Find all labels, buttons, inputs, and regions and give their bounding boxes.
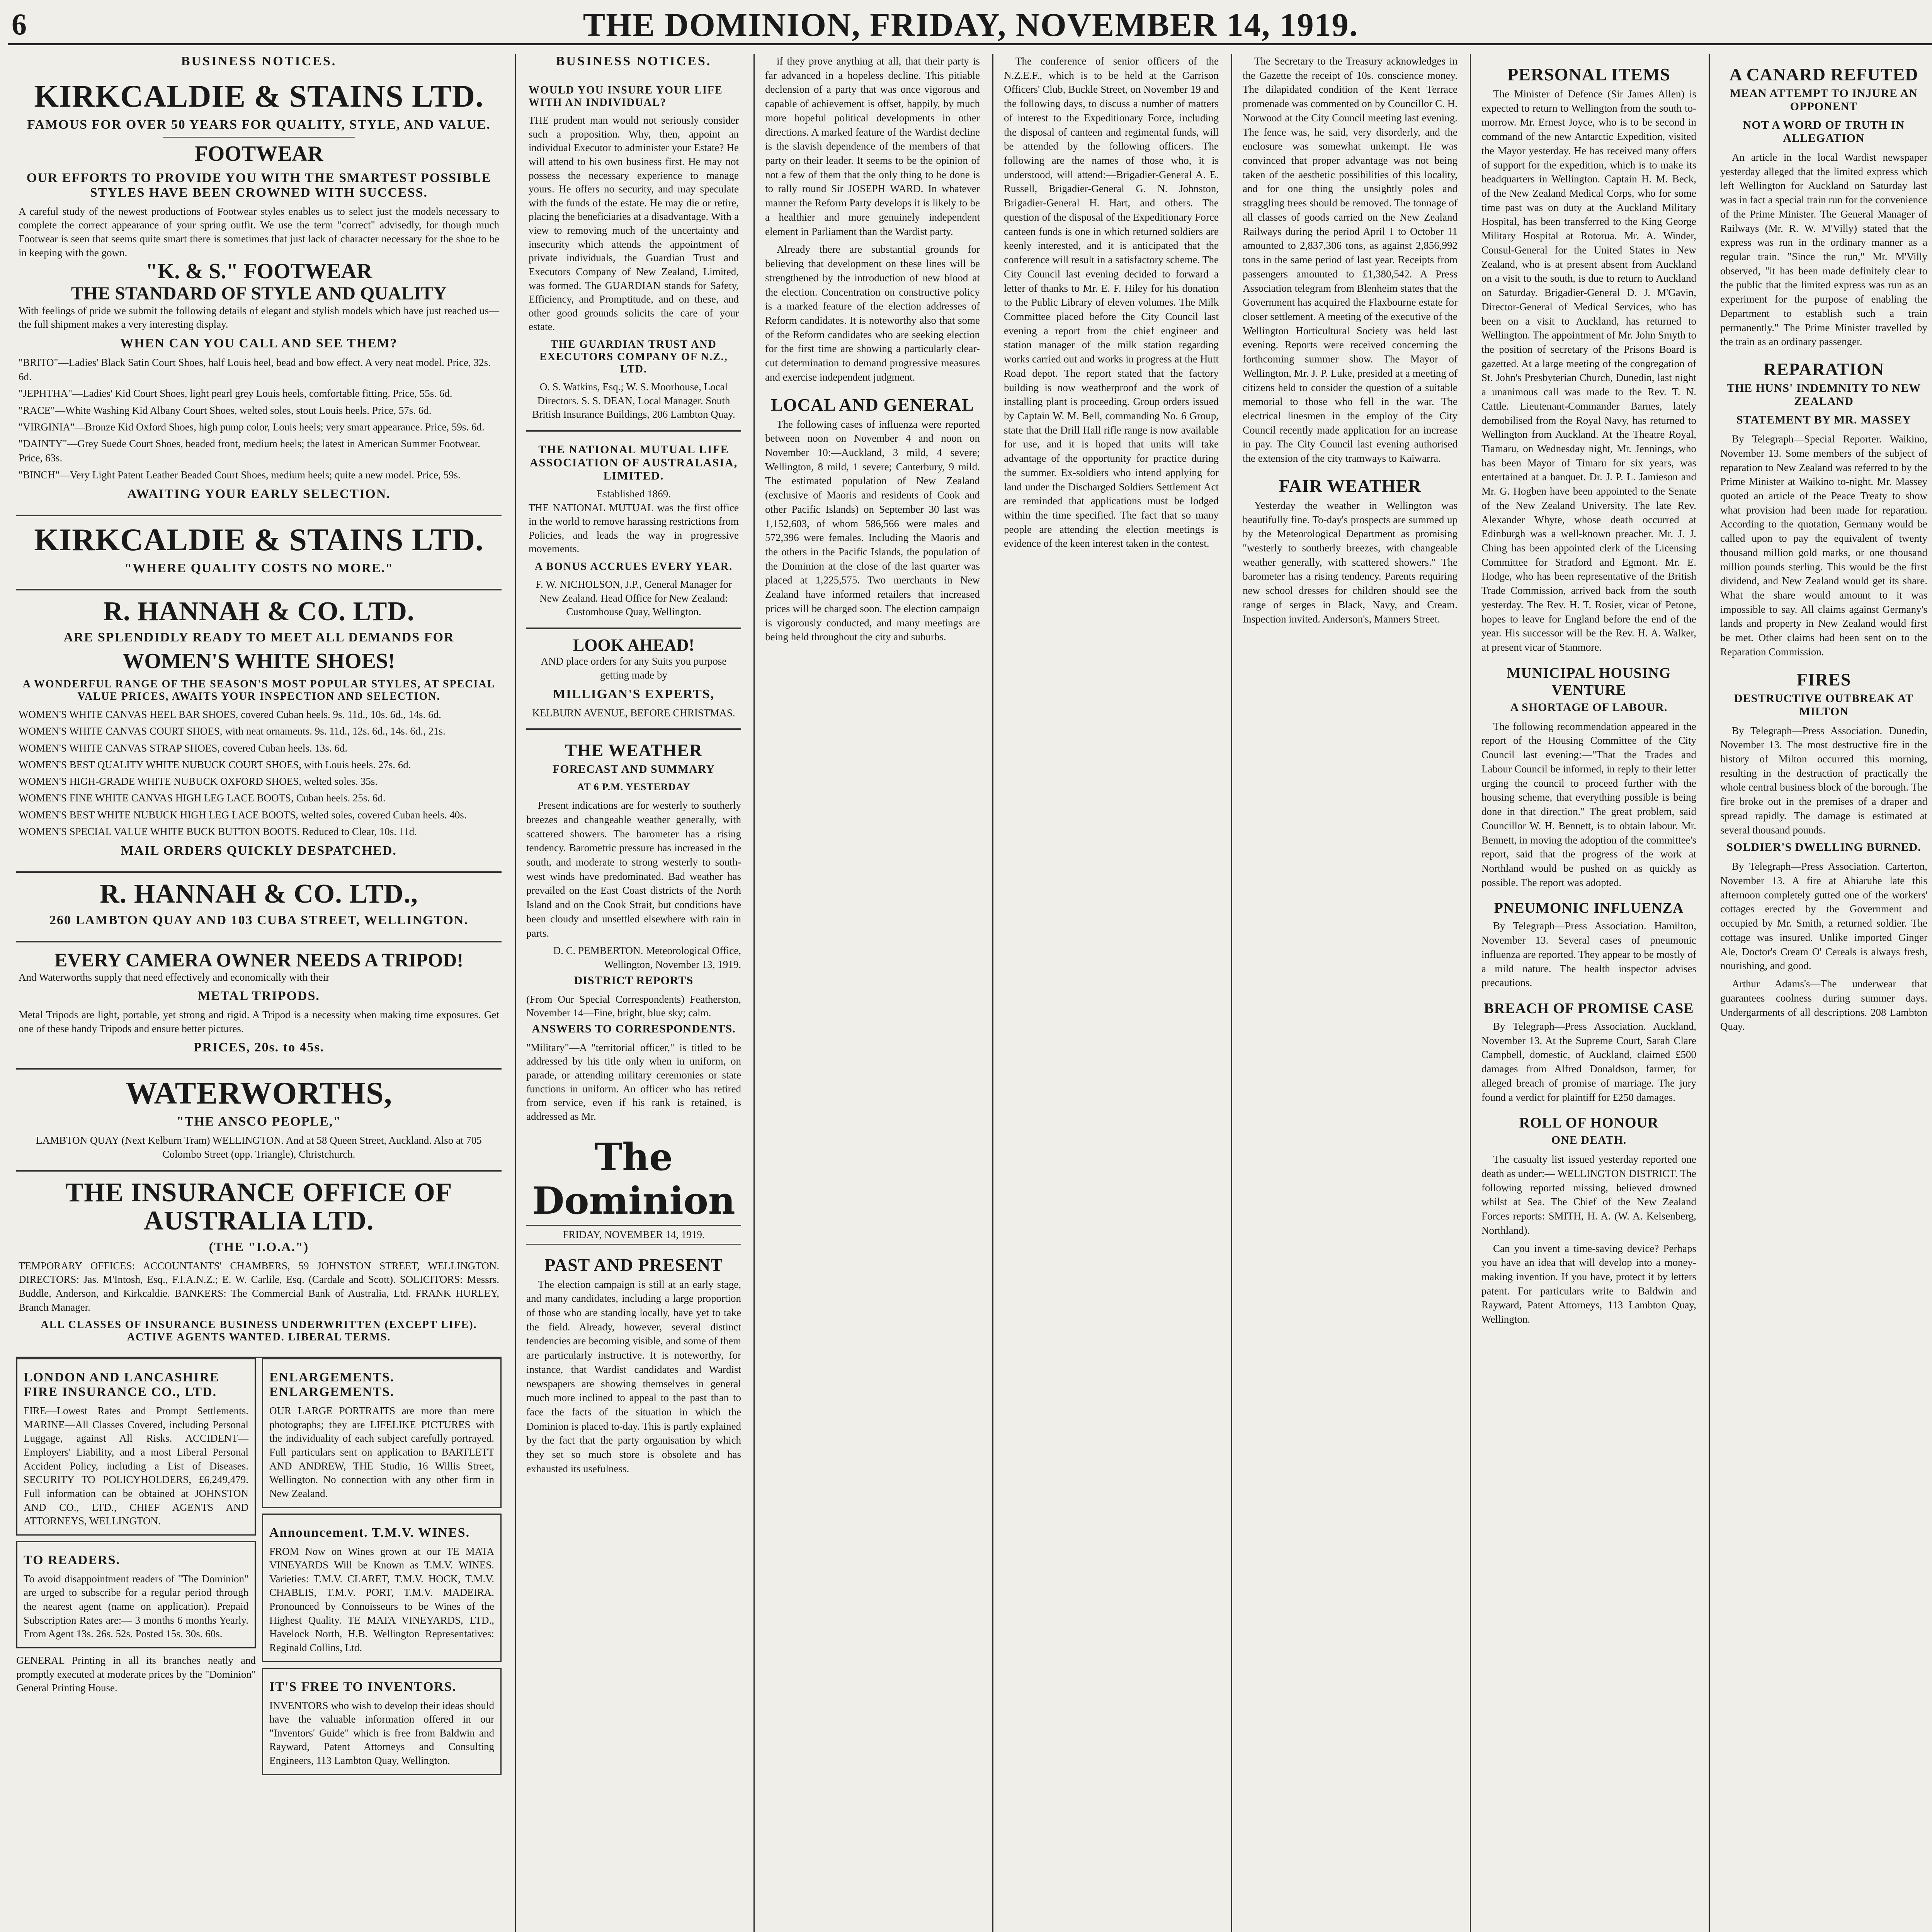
general-printing: GENERAL Printing in all its branches neatly and promptly executed at moderate prices by the "Dominion" General Printing House. xyxy=(16,1654,256,1694)
newspaper-title: THE DOMINION, FRIDAY, NOVEMBER 14, 1919. xyxy=(583,6,1359,43)
reparation-body xyxy=(1720,432,1927,659)
list-item: WOMEN'S WHITE CANVAS STRAP SHOES, covered Cuban heels. 13s. 6d. xyxy=(19,742,348,754)
honour-subheading: ONE DEATH. xyxy=(1551,1134,1627,1147)
weather-signature: D. C. PEMBERTON. Meteorological Office, Wellington, November 13, 1919. xyxy=(553,945,741,970)
ad-title: Announcement. T.M.V. WINES. xyxy=(269,1525,470,1540)
london-ad xyxy=(16,1358,256,1536)
fires-subheading: DESTRUCTIVE OUTBREAK AT MILTON xyxy=(1734,692,1914,718)
paragraph: Arthur Adams's—The underwear that guarantees coolness during summer days. Undergarments of all descriptions. 208 Lambton Quay. xyxy=(1720,978,1927,1032)
wine-ad xyxy=(262,1514,502,1662)
ad-body: And Waterworths supply that need effectively and economically with their xyxy=(19,971,330,983)
paragraph: Already there are substantial grounds for believing that development on these lines will be strengthened by the introduction of new blood at the election. Concentration on constructive policy is a marked feature of the election addresses of Reform candidates. It is noteworthy also that some of the Reform candidates who are seeking election for the first time are showing a particularly clear-cut determination to demand progressive measures and exercise independent judgment. xyxy=(765,243,980,383)
ad-range: A WONDERFUL RANGE OF THE SEASON'S MOST POPULAR STYLES, AT SPECIAL VALUE PRICES, AWAITS YOUR INSPECTION AND SELECTION. xyxy=(22,678,495,703)
fair-weather-body xyxy=(1243,498,1458,626)
list-item: WOMEN'S SPECIAL VALUE WHITE BUCK BUTTON BOOTS. Reduced to Clear, 10s. 11d. xyxy=(19,825,417,837)
footwear-heading: FOOTWEAR xyxy=(194,142,323,166)
paragraph: By Telegraph—Special Reporter. Waikino, November 13. Some members of the subject of reparation to New Zealand was referred to by the Prime Minister at Waikino to-night. Mr. Massey quoted an article of the Peace Treaty to show what provision had been made for reparation. According to the quotation, Germany would be called upon to pay the equivalent of twenty thousand million gold marks, or one thousand million pounds sterling. This would be the first dividend, and New Zealand would get its share. What the share would amount to it was impossible to say. All claims against Germany's lands and property in New Zealand would first be met. Other claims had been sent on to the Reparation Commission. xyxy=(1720,433,1927,658)
ad-title: WOULD YOU INSURE YOUR LIFE WITH AN INDIVIDUAL? xyxy=(529,84,723,109)
list-item: WOMEN'S WHITE CANVAS HEEL BAR SHOES, covered Cuban heels. 9s. 11d., 10s. 6d., 14s. 6d. xyxy=(19,709,441,721)
readers-ad xyxy=(16,1541,256,1648)
ad-body: INVENTORS who wish to develop their ideas should have the valuable information offered in our "Inventors' Guide" which is free from Baldwin and Rayward, Patent Attorneys and Consulting Engineers, 113 Lambton Quay, Wellington. xyxy=(269,1699,494,1767)
paragraph: The Secretary to the Treasury acknowledges in the Gazette the receipt of 10s. conscience money. The dilapidated condition of the Kent Terrace promenade was commented on by Councillor C. H. Norwood at the City Council meeting last evening. The fence was, he said, very disorderly, and the enclosure was somewhat unkempt. He was convinced that proper advantage was not being taken of the aesthetic possibilities of this locality, and for one thing the unsightly poles and straggling trees should be removed. The tonnage of all classes of goods carried on the New Zealand Railways during the period April 1 to October 11 amounted to 2,837,306 tons, as against 2,856,992 tons in the same period of last year. Receipts from passengers amounted to £1,380,542. A Press Association telegram from Blenheim states that the Government has acquired the Flaxbourne estate for closer settlement. A meeting of the executive of the Wellington Horticultural Society was held last evening. Reports were received concerning the forthcoming summer show. The Mayor of Wellington, Mr. J. P. Luke, presided at a meeting of citizens held to consider the question of a suitable memorial to those who fell in the war. The electrical linesmen in the employ of the City Council recently made application for an increase in pay. The City Council last evening authorised the extension of the city tramways to Kaiwarra. xyxy=(1243,55,1458,464)
enlargements-ad xyxy=(262,1358,502,1508)
ad-classes: ALL CLASSES OF INSURANCE BUSINESS UNDERWRITTEN (EXCEPT LIFE). ACTIVE AGENTS WANTED. LIBERAL TERMS. xyxy=(41,1319,477,1344)
kirkcaldie-ad-2 xyxy=(16,516,502,590)
column-divider xyxy=(753,54,755,1932)
paragraph: An article in the local Wardist newspaper yesterday alleged that the limited express which left Wellington for Auckland on Saturday last was in fact a special train run for the convenience of the Prime Minister. The General Manager of Railways (Mr. R. W. M'Villy) stated that the express was run in the ordinary manner as a regular train. "Since the run," Mr. M'Villy observed, "it has been made definitely clear to the public that the limited express was run as an experiment for the purpose of enabling the Department to establish such a train permanently." The Prime Minister travelled by the train as an ordinary passenger. xyxy=(1720,151,1928,348)
personal-body xyxy=(1481,87,1696,655)
column-divider xyxy=(515,54,516,1932)
waterworths-ad xyxy=(16,1070,502,1171)
canard-subheading: MEAN ATTEMPT TO INJURE AN OPPONENT xyxy=(1730,87,1918,113)
small-ads-grid xyxy=(16,1358,502,1775)
reparation-subheading-2: STATEMENT BY MR. MASSEY xyxy=(1736,413,1911,427)
paragraph: The conference of senior officers of the N.Z.E.F., which is to be held at the Garrison Officers' Club, Buckle Street, on November 19 and the following days, to discuss a number of matters of interest to the Expeditionary Force, including the disposal of canteen and regimental funds, will be attended by the following officers. The following are the names of those who, it is understood, will attend:—Brigadier-General A. E. Russell, Brigadier-General G. N. Johnston, Brigadier-General H. Hart, and others. The question of the disposal of the Expeditionary Force canteen funds is one in which returned soldiers are keenly interested, and it is anticipated that the conference will result in a satisfactory scheme. The City Council last evening decided to forward a letter of thanks to Mr. E. F. Hiley for his donation to the Public Library of eleven volumes. The Milk Committee placed before the City Council last evening a report from the chief engineer and station manager of the milk station regarding works carried out and works in progress at the Hutt Road depot. The report stated that the factory building is now weatherproof and the work of installing plant is proceeding. Group orders issued by Captain W. M. Bell, commanding No. 6 Group, state that the Drill Hall rifle range is now available for use, and it is hoped that units will take advantage of the opportunity for practice during the summer. Ex-soldiers who intend applying for land under the Discharged Soldiers Settlement Act are reminded that applications must be lodged within the time specified. The fact that so many people are attending the election meetings is evidence of the keen interest taken in the contest. xyxy=(1004,55,1219,549)
answers-body: "Military"—A "territorial officer," is titled to be addressed by his title only when in uniform, on parade, or attending military ceremonies or state functions in uniform. An officer who has retired from service, even if his rank is retained, is addressed as Mr. xyxy=(526,1041,741,1122)
honour-heading: ROLL OF HONOUR xyxy=(1519,1115,1659,1131)
list-item: "VIRGINIA"—Bronze Kid Oxford Shoes, high pump color, Louis heels; very smart appearance. Price, 59s. 6d. xyxy=(19,421,485,433)
hannah-ad-2 xyxy=(16,873,502,942)
ad-body: FROM Now on Wines grown at our TE MATA VINEYARDS Will be Known as T.M.V. WINES. Varieties: T.M.V. CLARET, T.M.V. HOCK, T.M.V. CHABLIS, T.M.V. PORT, T.M.V. MADEIRA. Pronounced by Connoisseurs to be Wines of the Highest Quality. TE MATA VINEYARDS, LTD., Havelock North, H.B. Wellington Representatives: Reginald Collins, Ltd. xyxy=(269,1545,494,1653)
editorial-date: FRIDAY, NOVEMBER 14, 1919. xyxy=(526,1225,741,1245)
guardian-trust-ad xyxy=(526,73,741,432)
ad-contact: O. S. Watkins, Esq.; W. S. Moorhouse, Local Directors. S. S. DEAN, Local Manager. South British Insurance Buildings, 206 Lambton Quay. xyxy=(532,381,735,420)
paragraph: The following cases of influenza were reported between noon on November 4 and noon on November 10:—Auckland, 3 mild, 4 severe; Wellington, 8 mild, 1 severe; Canterbury, 9 mild. The estimated population of New Zealand (exclusive of Maoris and residents of Cook and other Pacific Islands) on September 30 last was 1,152,603, of whom 586,566 were males and 572,396 were females. Including the Maoris and the others in the Pacific Islands, the population of the Dominion at the close of the last quarter was placed at 1,225,575. Two merchants in New Zealand have informed retailers that increased prices will be charged soon. The election campaign is vigorously conducted, and many meetings are being held throughout the city and suburbs. xyxy=(765,418,980,643)
column-divider xyxy=(992,54,993,1932)
ad-contact: F. W. NICHOLSON, J.P., General Manager for New Zealand. Head Office for New Zealand: Customhouse Quay, Wellington. xyxy=(536,578,732,618)
footwear-claim: OUR EFFORTS TO PROVIDE YOU WITH THE SMARTEST POSSIBLE STYLES HAVE BEEN CROWNED WITH SUCCESS. xyxy=(26,170,492,200)
column-notices-editorial xyxy=(518,54,750,1932)
column-divider xyxy=(1470,54,1471,1932)
ad-title: ENLARGEMENTS. ENLARGEMENTS. xyxy=(269,1370,395,1400)
section-header: BUSINESS NOTICES. xyxy=(556,54,712,68)
ad-product: METAL TRIPODS. xyxy=(198,989,320,1003)
ad-title: THE INSURANCE OFFICE OF AUSTRALIA LTD. xyxy=(65,1177,452,1236)
ad-feature: WOMEN'S WHITE SHOES! xyxy=(122,649,395,673)
inventor-note xyxy=(1481,1242,1696,1327)
ad-title: R. HANNAH & CO. LTD., xyxy=(100,879,418,909)
paragraph: The election campaign is still at an early stage, and many candidates, including a large proportion of those who are standing locally, have yet to take the field. Already, however, several distinct tendencies are becoming visible, and some of them are particularly instructive. It is noteworthy, for instance, that Wardist candidates and Wardist newspapers are showing themselves in general much more inclined to appeal to the past than to face the facts of the situation in which the Dominion is placed to-day. This is partly explained by the fact that the party organisation by which they set so much store is obsolete and has exhausted its usefulness. xyxy=(526,1278,741,1475)
paragraph: The following recommendation appeared in the report of the Housing Committee of the City Council last evening:—"That the Trades and Labour Council be informed, in reply to their letter urging the council to proceed further with the housing scheme, that everything possible is being done in that direction." The great problem, said Councillor W. H. Bennett, is to obtain labour. Mr. Bennett, in moving the adoption of the committee's report, said that the progress of the work at Northland would be pushed on as quickly as possible. The report was adopted. xyxy=(1481,720,1696,888)
inventors-ad xyxy=(262,1668,502,1775)
housing-body xyxy=(1481,719,1696,890)
divider xyxy=(163,137,355,138)
list-item: WOMEN'S FINE WHITE CANVAS HIGH LEG LACE BOOTS, Cuban heels. 25s. 6d. xyxy=(19,792,386,804)
personal-heading: PERSONAL ITEMS xyxy=(1507,65,1670,84)
housing-heading: MUNICIPAL HOUSING VENTURE xyxy=(1507,665,1671,698)
paragraph: Yesterday the weather in Wellington was beautifully fine. To-day's prospects are summed up by the Meteorological Department as promising "westerly to southerly breezes, with changeable weather generally, with scattered showers." The barometer has a rising tendency. Parents requiring new school dresses for children should see the range of serges in Black, Navy, and Cream. Inspection invited. Anderson's, Manners Street. xyxy=(1243,499,1458,625)
fair-weather-heading: FAIR WEATHER xyxy=(1279,476,1422,496)
ad-established: Established 1869. xyxy=(597,488,671,500)
column-local-news xyxy=(995,54,1227,1932)
soldier-heading: SOLDIER'S DWELLING BURNED. xyxy=(1726,841,1921,854)
local-general-body xyxy=(765,417,980,645)
column-divider xyxy=(1231,54,1232,1932)
canard-heading: A CANARD REFUTED xyxy=(1729,65,1918,84)
ad-body: To avoid disappointment readers of "The Dominion" are urged to subscribe for a regular period through the nearest agent (name on application). Prepaid Subscription Rates are:— 3 months 6 months Yearly. From Agent 13s. 26s. 52s. Posted 15s. 30s. 60s. xyxy=(24,1573,248,1640)
promise-body xyxy=(1481,1019,1696,1104)
ad-address: LAMBTON QUAY (Next Kelburn Tram) WELLINGTON. And at 58 Queen Street, Auckland. Also at 705 Colombo Street (opp. Triangle), Christchurch. xyxy=(36,1134,482,1160)
awaiting: AWAITING YOUR EARLY SELECTION. xyxy=(127,486,391,501)
reparation-subheading: THE HUNS' INDEMNITY TO NEW ZEALAND xyxy=(1726,382,1921,408)
list-item: WOMEN'S BEST QUALITY WHITE NUBUCK COURT SHOES, with Louis heels. 27s. 6d. xyxy=(19,759,411,770)
ad-sub: "THE ANSCO PEOPLE," xyxy=(176,1114,342,1129)
ad-body: TEMPORARY OFFICES: ACCOUNTANTS' CHAMBERS, 59 JOHNSTON STREET, WELLINGTON. DIRECTORS: Jas. M'Intosh, Esq., F.I.A.N.Z.; E. W. Carlile, Esq. (Cardale and Scott). SOLICITORS: Messrs. Buddle, Anderson, and Kirkcaldie. BANKERS: The Commercial Bank of Australia, Ltd. FRANK HURLEY, Branch Manager. xyxy=(19,1260,499,1313)
ad-sub: ARE SPLENDIDLY READY TO MEET ALL DEMANDS FOR xyxy=(63,630,454,645)
shoe-list xyxy=(19,355,499,482)
column-divider xyxy=(1709,54,1710,1932)
list-item: "BINCH"—Very Light Patent Leather Beaded Court Shoes, medium heels; quite a new model. Price, 59s. xyxy=(19,469,461,481)
honour-body xyxy=(1481,1152,1696,1237)
answers-heading: ANSWERS TO CORRESPONDENTS. xyxy=(532,1022,736,1035)
underwear-ad xyxy=(1720,977,1927,1034)
local-news-body xyxy=(1004,54,1219,551)
footwear-body: A careful study of the newest productions of Footwear styles enables us to select just the models necessary to complete the correct appearance of your spring outfit. We use the term "correct" advisedly, for though much Footwear is seen that seems quite smart there is sometimes that just lack of character necessary for the shoe to be in keeping with the gown. xyxy=(19,205,499,259)
ad-title: LOOK AHEAD! xyxy=(573,635,695,655)
small-ads-left xyxy=(16,1358,256,1775)
masthead-rule xyxy=(8,43,1932,45)
paragraph: By Telegraph—Press Association. Carterton, November 13. A fire at Ahiaruhe late this afternoon completely gutted one of the workers' cottages erected by the Government and occupied by Mr. Smith, a returned soldier. The cottage was insured. Unlike imported Ginger Ale, Doctor's Cream O' Cereals is always fresh, nourishing, and good. xyxy=(1720,861,1927,972)
ad-bonus: A BONUS ACCRUES EVERY YEAR. xyxy=(534,561,733,573)
list-item: WOMEN'S WHITE CANVAS COURT SHOES, with neat ornaments. 9s. 11d., 12s. 6d., 14s. 6d., 21s. xyxy=(19,725,446,737)
ad-title: LONDON AND LANCASHIRE FIRE INSURANCE CO., LTD. xyxy=(24,1370,219,1400)
standard-heading: THE STANDARD OF STYLE AND QUALITY xyxy=(71,283,447,304)
hannah-ad xyxy=(16,590,502,873)
ks-footwear-heading: "K. & S." FOOTWEAR xyxy=(145,259,372,284)
ad-body-2: Metal Tripods are light, portable, yet strong and rigid. A Tripod is a necessity when making time exposures. Get one of these handy Tripods and ensure better pictures. xyxy=(19,1009,499,1034)
ad-body: THE prudent man would not seriously consider such a proposition. Why, then, appoint an individual Executor to administer your Estate? He will attend to his own business first. He may not possess the necessary experience to manage yours. He offers no security, and may speculate with the funds of the estate. He may die or retire, placing the beneficiaries at a disadvantage. With a view to removing much of the uncertainty and insecurity which attends the appointment of private individuals, the Guardian Trust and Executors Company of New Zealand, Limited, was formed. The GUARDIAN stands for Safety, Efficiency, and Promptitude, and on these, and other good grounds solicits the care of your estate. xyxy=(529,114,739,333)
weather-subheading: FORECAST AND SUMMARY xyxy=(552,763,715,776)
ad-title: IT'S FREE TO INVENTORS. xyxy=(269,1679,457,1694)
reports-body: (From Our Special Correspondents) Featherston, November 14—Fine, bright, blue sky; calm. xyxy=(526,993,741,1019)
standard-body: With feelings of pride we submit the following details of elegant and stylish models which have just reached us—the full shipment makes a very interesting display. xyxy=(19,304,499,330)
paragraph: Can you invent a time-saving device? Perhaps you have an idea that will develop into a money-making invention. If you have, protect it by letters patent. For particulars write to Baldwin and Rayward, Patent Attorneys, 113 Lambton Quay, Wellington. xyxy=(1481,1242,1696,1325)
ad-body: AND place orders for any Suits you purpose getting made by xyxy=(541,655,727,681)
ad-company: MILLIGAN'S EXPERTS, xyxy=(553,687,715,701)
ad-prices: PRICES, 20s. to 45s. xyxy=(193,1040,325,1055)
national-mutual-ad xyxy=(526,432,741,629)
insurance-ad xyxy=(16,1172,502,1359)
small-ads-right xyxy=(262,1358,502,1775)
paragraph: By Telegraph—Press Association. Auckland, November 13. At the Supreme Court, Sarah Clare Campbell, domestic, of Auckland, claimed £500 damages from Alfred Donaldson, farmer, for alleged breach of promise of marriage. The jury found a verdict for plaintiff for £250 damages. xyxy=(1481,1020,1696,1103)
paragraph: The Minister of Defence (Sir James Allen) is expected to return to Wellington from the south to-morrow. Mr. Ernest Joyce, who is to be second in command of the new Antarctic Expedition, visited the Mayor yesterday. He has received many offers of support for the expedition, which is to make its headquarters in Wellington. Captain H. M. Beck, of the New Zealand Medical Corps, who for some time past was on duty at the Auckland Military Hospital, has been transferred to the King George Military Hospital at Rotorua. Mr. A. Winder, Consul-General for the United States in New Zealand, who is at present absent from Auckland on a visit to the south, is due to return to Auckland on Saturday. Brigadier-General D. J. M'Gavin, Director-General of Medical Services, who has been on a visit to Auckland, has returned to Wellington. The appointment of Mr. John Smyth to the position of secretary of the Prisons Board is gazetted. At a large meeting of the congregation of St. John's Presbyterian Church, Dunedin, last night a unanimous call was made to the Rev. T. N. Cattle. Lieutenant-Commander Barnes, lately demobilised from the Royal Navy, has returned to Wellington from Auckland. At the Theatre Royal, Tiamaru, on Wednesday night, Mr. Jennings, who has been Mayor of Timaru for six years, was entertained at a banquet. Dr. J. P. L. Jamieson and Mr. G. Hogben have been appointed to the Senate of the New Zealand University. The late Rev. Alexander Whyte, whose death occurred at Edinburgh was a well-known preacher. Mr. J. J. Ching has been appointed clerk of the Licensing Committee for Stratford and Egmont. Mr. E. Hodge, who has been representative of the British Trade Commission, arrived back from the south yesterday. The Rev. H. T. Rosier, vicar of Petone, hopes to leave for England before the end of the year. His successor will be the Rev. H. A. Walker, at present vicar of Stanmore. xyxy=(1481,88,1696,653)
paragraph: The casualty list issued yesterday reported one death as under:— WELLINGTON DISTRICT. The following reported missing, believed drowned whilst at Sea. The Chief of the New Zealand Forces reports: SMITH, H. A. (W. A. Kelsenberg, Northland). xyxy=(1481,1153,1696,1236)
column-editorial-continued xyxy=(757,54,988,1932)
list-item: "RACE"—White Washing Kid Albany Court Shoes, welted soles, stout Louis heels. Price, 57s. 6d. xyxy=(19,404,432,416)
ad-body: THE NATIONAL MUTUAL was the first office in the world to remove harassing restrictions from Policies, and leads the way in progressive movements. xyxy=(529,502,739,555)
editorial-body xyxy=(526,1277,741,1476)
mail-orders: MAIL ORDERS QUICKLY DESPATCHED. xyxy=(121,844,397,858)
paragraph: if they prove anything at all, that their party is far advanced in a hopeless decline. This pitiable declension of a party that was once vigorous and capable of achievement is offset, happily, by much more hopeful political developments in other directions. A marked feature of the Wardist decline is the slavish dependence of the members of that party on their leader. It seems to be the opinion of not a few of them that the only thing to be done is to rally round Sir JOSEPH WARD. In whatever manner the Reform Party develops it is likely to be a healthier and more genuinely independent element in Parliament than the Wardist party. xyxy=(765,55,980,237)
masthead xyxy=(0,0,1932,46)
soldier-body xyxy=(1720,859,1927,973)
ad-address: KELBURN AVENUE, BEFORE CHRISTMAS. xyxy=(532,707,735,719)
weather-time: AT 6 P.M. YESTERDAY xyxy=(577,781,690,793)
ad-title: EVERY CAMERA OWNER NEEDS A TRIPOD! xyxy=(54,949,464,971)
list-item: "DAINTY"—Grey Suede Court Shoes, beaded front, medium heels; the latest in American Summer Footwear. Price, 63s. xyxy=(19,438,480,464)
column-city-news xyxy=(1234,54,1466,1932)
fires-heading: FIRES xyxy=(1796,669,1851,689)
page-number: 6 xyxy=(12,7,27,41)
column-personal-items xyxy=(1473,54,1705,1932)
ad-body: OUR LARGE PORTRAITS are more than mere photographs; they are LIFELIKE PICTURES with the individuality of each subject carefully portrayed. Full particulars sent on application to BARTLETT AND ANDREW, THE Studio, 16 Willis Street, Wellington. No connection with any other firm in New Zealand. xyxy=(269,1405,494,1499)
weather-heading: THE WEATHER xyxy=(565,740,702,760)
editorial-masthead: The Dominion xyxy=(532,1135,735,1223)
paragraph: By Telegraph—Press Association. Dunedin, November 13. The most destructive fire in the history of Milton occurred this morning, resulting in the destruction of practically the whole central business block of the borough. The fire broke out in the premises of a draper and spread rapidly. The damage is estimated at several thousand pounds. xyxy=(1720,724,1927,836)
ad-company: THE GUARDIAN TRUST AND EXECUTORS COMPANY OF N.Z., LTD. xyxy=(539,338,728,375)
housing-subheading: A SHORTAGE OF LABOUR. xyxy=(1510,701,1668,714)
promise-heading: BREACH OF PROMISE CASE xyxy=(1484,1000,1694,1017)
section-header: BUSINESS NOTICES. xyxy=(181,54,337,68)
weather-body xyxy=(526,798,741,940)
shoe-list xyxy=(19,707,499,839)
question: WHEN CAN YOU CALL AND SEE THEM? xyxy=(120,336,398,350)
milligan-ad xyxy=(526,629,741,730)
column-business-notices-1 xyxy=(8,54,510,1932)
editorial-continued xyxy=(765,54,980,384)
reports-heading: DISTRICT REPORTS xyxy=(574,974,694,987)
ad-title: KIRKCALDIE & STAINS LTD. xyxy=(34,78,484,114)
ad-title: THE NATIONAL MUTUAL LIFE ASSOCIATION OF AUSTRALASIA, LIMITED. xyxy=(529,443,738,482)
ad-tagline: "WHERE QUALITY COSTS NO MORE." xyxy=(124,561,394,575)
tripod-ad xyxy=(16,942,502,1070)
canard-body xyxy=(1720,150,1927,349)
fires-body xyxy=(1720,724,1927,837)
list-item: "JEPHTHA"—Ladies' Kid Court Shoes, light pearl grey Louis heels, comfortable fitting. Price, 55s. 6d. xyxy=(19,388,452,400)
ad-body: FIRE—Lowest Rates and Prompt Settlements. MARINE—All Classes Covered, including Personal Luggage, against All Risks. ACCIDENT—Employers' Liability, and a most Liberal Personal Accident Policy, including a List of Diseases. SECURITY TO POLICYHOLDERS, £6,249,479. Full information can be obtained at JOHNSTON AND CO., LTD., CHIEF AGENTS AND ATTORNEYS, WELLINGTON. xyxy=(24,1405,248,1527)
influenza-body xyxy=(1481,919,1696,990)
list-item: "BRITO"—Ladies' Black Satin Court Shoes, half Louis heel, bead and bow effect. A very neat model. Price, 32s. 6d. xyxy=(19,356,491,383)
city-news-body xyxy=(1243,54,1458,466)
reparation-heading: REPARATION xyxy=(1763,359,1884,379)
ad-title: R. HANNAH & CO. LTD. xyxy=(103,596,415,626)
local-general-heading: LOCAL AND GENERAL xyxy=(771,395,974,415)
ad-address: 260 LAMBTON QUAY AND 103 CUBA STREET, WELLINGTON. xyxy=(49,913,468,927)
ad-title: KIRKCALDIE & STAINS LTD. xyxy=(34,522,484,557)
editorial-heading: PAST AND PRESENT xyxy=(544,1255,723,1275)
canard-subheading-2: NOT A WORD OF TRUTH IN ALLEGATION xyxy=(1743,119,1905,145)
ad-tagline: FAMOUS FOR OVER 50 YEARS FOR QUALITY, STYLE, AND VALUE. xyxy=(27,117,491,132)
paragraph: Present indications are for westerly to southerly breezes and changeable weather generally, with scattered showers. The barometer has a rising tendency. Barometric pressure has increased in the south, and moderate to strong westerly to south-west winds have predominated. Bad weather has prevailed on the East Coast districts of the North Island and on the Cook Strait, but conditions have been cloudy and unsettled elsewhere with rain in parts. xyxy=(526,799,741,939)
column-canard-reparation xyxy=(1712,54,1932,1932)
list-item: WOMEN'S HIGH-GRADE WHITE NUBUCK OXFORD SHOES, welted soles. 35s. xyxy=(19,776,378,787)
influenza-heading: PNEUMONIC INFLUENZA xyxy=(1494,900,1684,917)
kirkcaldie-footwear-ad xyxy=(16,73,502,516)
list-item: WOMEN'S BEST WHITE NUBUCK HIGH LEG LACE BOOTS, welted soles, covered Cuban heels. 40s. xyxy=(19,809,467,821)
ad-title: TO READERS. xyxy=(24,1553,120,1567)
paragraph: By Telegraph—Press Association. Hamilton, November 13. Several cases of pneumonic influenza are reported. They appear to be mostly of a mild nature. The health inspector advises precautions. xyxy=(1481,920,1696,989)
ad-title: WATERWORTHS, xyxy=(125,1075,393,1111)
ad-sub: (THE "I.O.A.") xyxy=(209,1240,309,1254)
